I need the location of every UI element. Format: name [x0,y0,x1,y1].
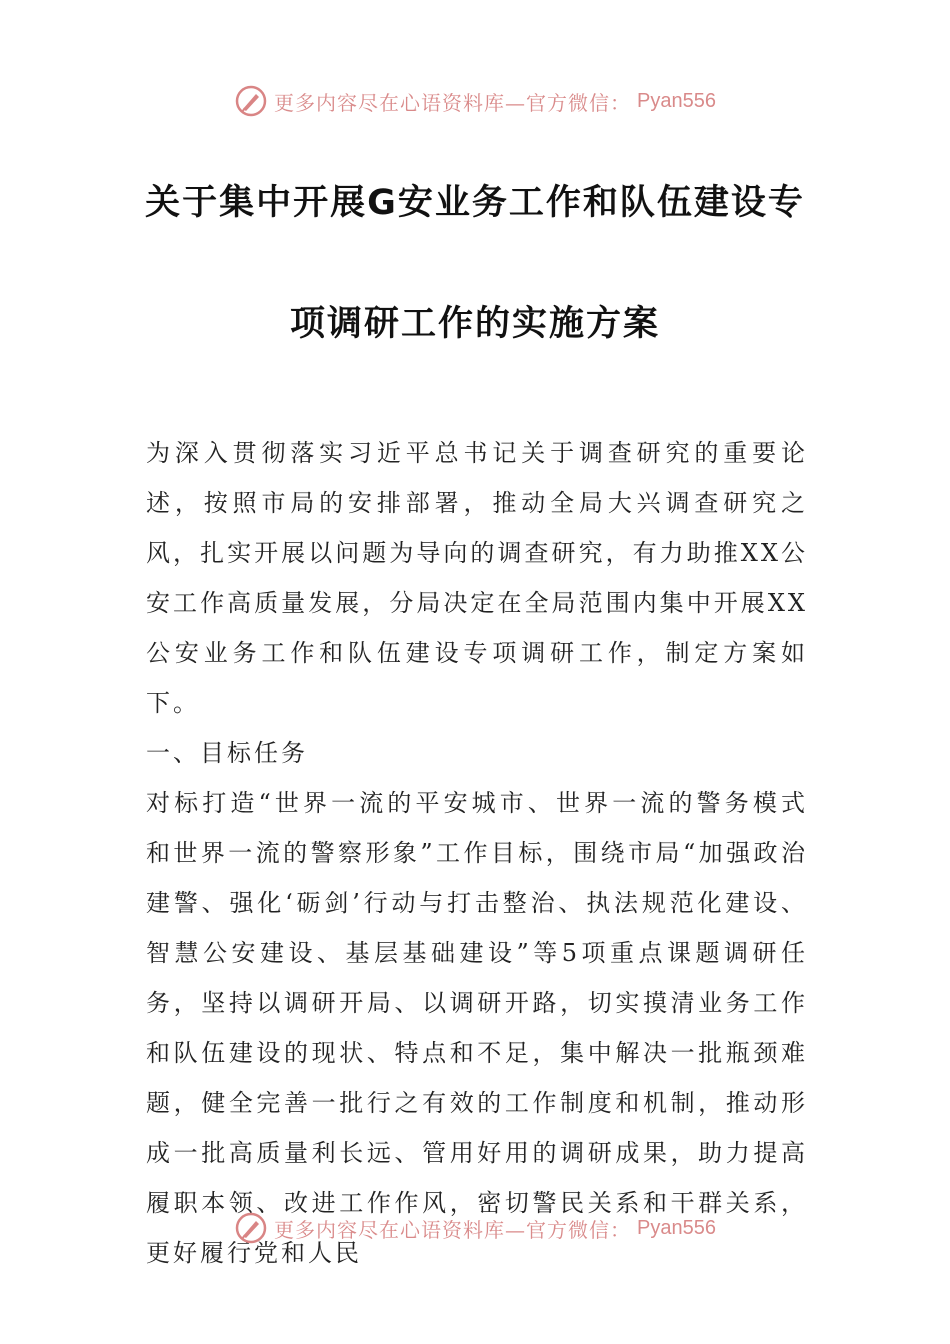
intro-paragraph: 为深入贯彻落实习近平总书记关于调查研究的重要论述，按照市局的安排部署，推动全局大兴调查研究之风，扎实开展以问题为导向的调查研究，有力助推XX公安工作高质量发展，分局决定在全局范围内集中开展XX公安业务工作和队伍建设专项调研工作，制定方案如下。 [146,439,808,717]
watermark-text: 更多内容尽在心语资料库—官方微信： [274,90,632,115]
section-heading-goals: 一、目标任务 [146,739,308,767]
pen-logo-icon [234,84,268,118]
watermark-text: 更多内容尽在心语资料库—官方微信： [274,1217,632,1242]
watermark-handle: Pyan556 [637,1216,716,1239]
document-title-line-1: 关于集中开展G安业务工作和队伍建设专 [145,183,805,223]
goals-paragraph: 对标打造“世界一流的平安城市、世界一流的警务模式和世界一流的警察形象”工作目标，围绕市局“加强政治建警、强化‘砺剑’行动与打击整治、执法规范化建设、智慧公安建设、基层基础建设”等5项重点课题调研任务，坚持以调研开局、以调研开路，切实摸清业务工作和队伍建设的现状、特点和不足，集中解决一批瓶颈难题，健全完善一批行之有效的工作制度和机制，推动形成一批高质量利长远、管用好用的调研成果，助力提高履职本领、改进工作作风，密切警民关系和干群关系，更好履行党和人民 [146,789,808,1267]
document-title-line-2: 项调研工作的实施方案 [289,304,660,344]
pen-logo-icon [234,1211,268,1245]
document-body [146,428,808,1278]
watermark-bottom [0,1211,950,1245]
watermark-handle: Pyan556 [637,89,716,112]
watermark-top [0,84,950,118]
